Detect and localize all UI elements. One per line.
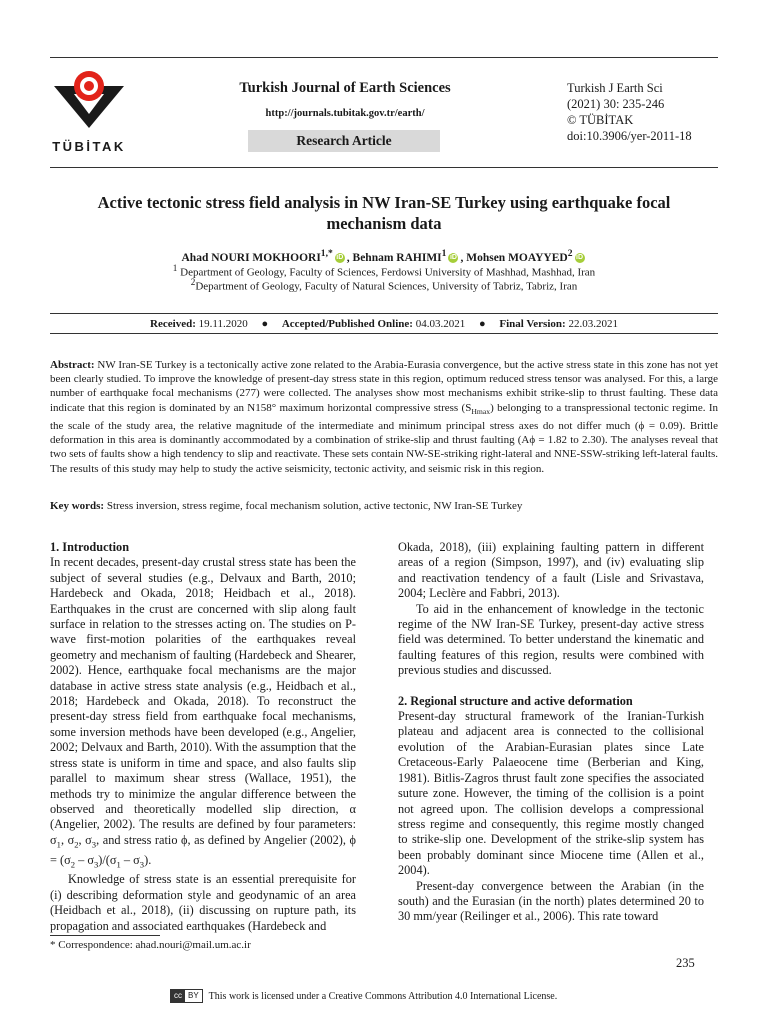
footnote-rule xyxy=(50,935,160,936)
dates-line xyxy=(50,318,718,330)
received-label: Received: xyxy=(150,318,196,330)
journal-name: Turkish Journal of Earth Sciences xyxy=(239,80,451,96)
article-type-badge: Research Article xyxy=(248,130,440,152)
online-label: Accepted/Published Online: xyxy=(281,318,413,330)
author-2-sup: 1 xyxy=(441,248,447,259)
dates-top-rule xyxy=(50,313,718,314)
citation-journal: Turkish J Earth Sci xyxy=(567,81,663,95)
keywords xyxy=(50,500,718,512)
cc-by-icon[interactable]: cc BY xyxy=(170,989,203,1003)
orcid-icon[interactable]: iD xyxy=(336,254,344,262)
citation-block xyxy=(567,80,692,144)
license-line xyxy=(170,989,557,1003)
keywords-text: Stress inversion, stress regime, focal mechanism solution, active tectonic, NW Iran-SE Turkey xyxy=(104,500,523,512)
bullet-separator: ● xyxy=(261,318,269,330)
license-text: This work is licensed under a Creative Commons Attribution 4.0 International License. xyxy=(208,990,558,1002)
affiliation-1-num: 1 xyxy=(172,263,178,273)
abstract-sub: Hmax xyxy=(471,406,491,416)
received-date: 19.11.2020 xyxy=(195,318,248,330)
author-list xyxy=(60,248,708,264)
intro-paragraph-1: In recent decades, present-day crustal stress state has been the subject of several studies (e.g., Delvaux and Barth, 2010; Hardebeck and Okada, 2018; Heidbach et al., 2018). Earthquakes in the crust are concerned with slip along fault surface in relation to the stresses acting on. The studies on P-wave first-motion polarities of the earthquakes reveal geometry and mechanism of faulting (Hardebeck and Shearer, 2002). Hence, earthquake focal mechanisms are the major database in active stress state analysis (e.g., Heidbach et al., 2018; Hardebeck and Okada, 2018). To reconstruct the present-day stress field from earthquake focal mechanisms, some inversion methods have been developed (e.g., Angelier, 2002; Delvaux and Barth, 2010). With the assumption that the stress state is uniform in time and space, and also faults slip parallel to maximum shear stress (Wallace, 1951), the methods try to minimize the angular difference between the observed and theoretically modelled slip direction, α (Angelier, 2002). The results are defined by four parameters: $\sigma_1$, $\sigma_2$, $\sigma_3$, and stress ratio ϕ, as defined by Angelier (2002), $\phi = (\sigma_2 - \sigma_3)/(\sigma_1 - \sigma_3)$. xyxy=(50,555,356,870)
regional-paragraph-1: Present-day structural framework of the Iranian-Turkish plateau and adjacent area is connected to the collisional evolution of the Arabian-Eurasian plates since Late Cretaceous-Early Palaeocene time (Berberian and King, 1981). Bitlis-Zagros thrust fault zone specifies the associated suture zone. However, the timing of the collision is a point not agreed upon. The collision develops a compressional stress regime and consequently, this regime mostly changed to strike-slip one. Development of the strike-slip system has been probably dominant since Miocene time (Allen et al., 2004). xyxy=(398,709,704,878)
section-heading-introduction: 1. Introduction xyxy=(50,540,130,554)
correspondence-note: * Correspondence: ahad.nouri@mail.um.ac.ir xyxy=(50,939,251,951)
logo-wordmark: TÜBİTAK xyxy=(52,139,126,154)
right-paragraph-1: Okada, 2018), (iii) explaining faulting pattern in different areas of a region (Simpson, 1997), and (iv) evaluating slip and reactivation tendency of a fault (Lisle and Srivastava, 2004; Leclère and Fabbri, 2013). xyxy=(398,540,704,601)
citation-copyright: © TÜBİTAK xyxy=(567,113,634,127)
section-heading-regional: 2. Regional structure and active deformation xyxy=(398,693,633,708)
author-3: , Mohsen MOAYYED xyxy=(460,251,568,264)
affiliation-2-num: 2 xyxy=(190,277,196,287)
online-date: 04.03.2021 xyxy=(412,318,466,330)
regional-paragraph-2: Present-day convergence between the Arabian (in the south) and the Eurasian (in the north) plates determined 20 to 30 mm/year (Reilinger et al., 2006). This rate toward xyxy=(398,878,704,924)
tubitak-emblem-icon xyxy=(52,66,126,130)
abstract-text-1: NW Iran-SE Turkey is a tectonically active zone related to the Arabia-Eurasia convergence, but the active stress state in this zone has not yet been clearly studied. To improve the knowledge of present-day stress state in this region, optimum reduced stress tensor was analysed. For this, a large number of earthquake focal mechanisms (277) were collected. The analyses show most mechanisms exhibit strike-slip to thrust faulting. These data indicate that this region is dominated by an N158° maximum horizontal compressive stress (S xyxy=(50,359,718,414)
abstract xyxy=(50,358,718,476)
author-1: Ahad NOURI MOKHOORI xyxy=(181,251,321,264)
author-3-sup: 2 xyxy=(567,248,573,259)
top-rule xyxy=(50,57,718,58)
right-paragraph-2: To aid in the enhancement of knowledge in the tectonic regime of the NW Iran-SE Turkey, present-day active stress field was determined. To better understand the kinematic and faulting features of this region, results were combined with previous studies and discussed. xyxy=(398,601,704,678)
citation-volume: (2021) 30: 235-246 xyxy=(567,97,665,111)
page-number: 235 xyxy=(676,956,695,970)
affiliation-1-text: Department of Geology, Faculty of Sciences, Ferdowsi University of Mashhad, Mashhad, Iran xyxy=(177,266,596,279)
dates-bottom-rule xyxy=(50,333,718,334)
author-1-sup: 1,* xyxy=(320,248,333,259)
final-label: Final Version: xyxy=(499,318,566,330)
journal-url[interactable]: http://journals.tubitak.gov.tr/earth/ xyxy=(265,108,425,119)
paper-title: Active tectonic stress field analysis in NW Iran-SE Turkey using earthquake focal mechanism data xyxy=(97,193,671,233)
orcid-icon[interactable]: iD xyxy=(449,254,457,262)
header-rule xyxy=(50,167,718,168)
right-column xyxy=(398,540,704,925)
tubitak-logo xyxy=(52,66,126,152)
keywords-label: Key words: xyxy=(50,500,105,512)
bullet-separator: ● xyxy=(478,318,486,330)
abstract-label: Abstract: xyxy=(50,359,95,371)
final-date: 22.03.2021 xyxy=(565,318,618,330)
affiliation-2-text: Department of Geology, Faculty of Natural Sciences, University of Tabriz, Tabriz, Iran xyxy=(195,280,578,293)
affiliation-2 xyxy=(60,277,708,293)
left-column xyxy=(50,540,356,934)
intro-paragraph-2: Knowledge of stress state is an essential prerequisite for (i) describing deformation style and geodynamic of an area (Heidbach et al., 2018), (ii) discussing on rupture path, its propagation and associated earthquakes (Hardebeck and xyxy=(50,872,356,933)
abstract-text-2: ) belonging to a transpressional tectonic regime. In the scale of the study area, the relative magnitude of the intermediate and minimum principal stress axes do not differ much (ϕ = 0.09). Brittle deformation in this area is dominantly accommodated by a combination of strike-slip and thrust faulting (Aϕ = 1.82 to 2.30). The analyses reveal that two sets of faults show a high tendency to slip and reactivate. These sets contain NW-SE-striking right-lateral and NNE-SSW-striking left-lateral faults. The results of this study may help to study the active seismicity, tectonic activity, and seismic risk in this region. xyxy=(50,401,718,475)
citation-doi[interactable]: doi:10.3906/yer-2011-18 xyxy=(567,129,692,143)
orcid-icon[interactable]: iD xyxy=(576,254,583,262)
author-2: , Behnam RAHIMI xyxy=(346,251,442,264)
